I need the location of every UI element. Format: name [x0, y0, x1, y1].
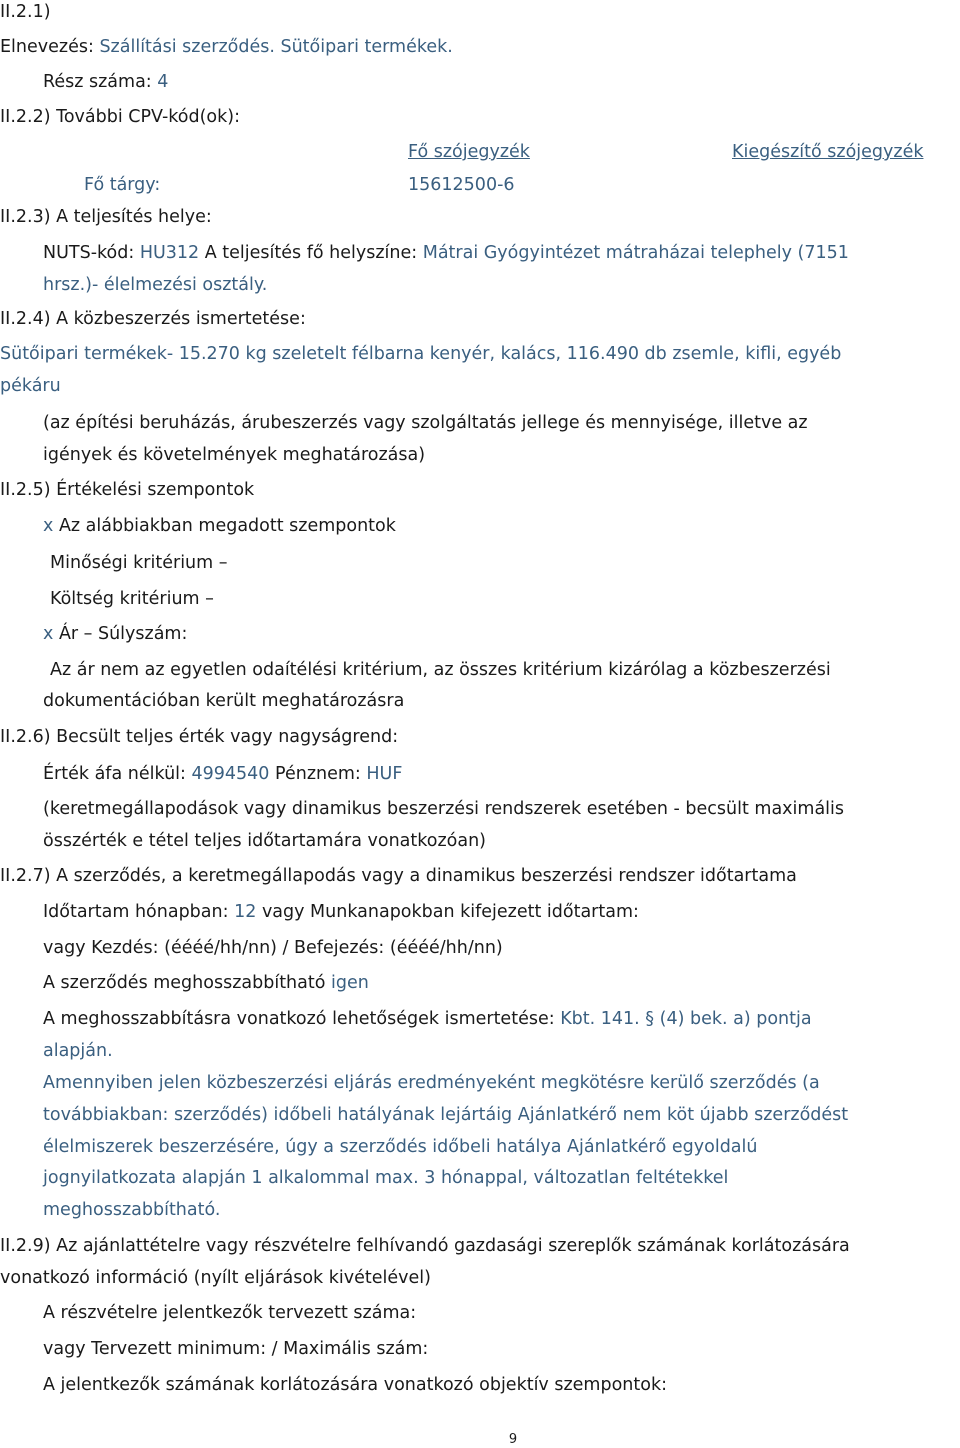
extension-options-line	[43, 1007, 812, 1031]
price-weight-label: Ár – Súlyszám:	[58, 624, 188, 644]
currency-value: HUF	[366, 764, 403, 784]
description-note-line-2: igények és követelmények meghatározása)	[43, 445, 426, 465]
cpv-main-vocabulary-header: Fő szójegyzék	[408, 142, 530, 162]
duration-months: 12	[234, 902, 257, 922]
extension-paragraph-line-2: továbbiakban: szerződés) időbeli hatályának lejártáig Ajánlatkérő nem köt újabb szerződést	[43, 1105, 849, 1125]
section-heading-2-9-line-1: II.2.9) Az ajánlattételre vagy részvételre felhívandó gazdasági szereplők számának korlátozására	[0, 1236, 850, 1256]
planned-candidates-line: A részvételre jelentkezők tervezett száma:	[43, 1303, 417, 1323]
site-label: A teljesítés fő helyszíne:	[204, 243, 418, 263]
description-line-2: pékáru	[0, 376, 61, 396]
extension-label: A szerződés meghosszabbítható	[43, 973, 326, 993]
section-heading-2-2: II.2.2) További CPV-kód(ok):	[0, 107, 241, 127]
nuts-code: HU312	[139, 243, 200, 263]
section-heading-2-4: II.2.4) A közbeszerzés ismertetése:	[0, 309, 306, 329]
title-label: Elnevezés:	[0, 37, 94, 57]
cpv-main-object-code: 15612500-6	[408, 175, 515, 195]
value-line	[43, 762, 402, 786]
duration-workdays-label: vagy Munkanapokban kifejezett időtartam:	[261, 902, 639, 922]
title-value: Szállítási szerződés. Sütőipari termékek.	[99, 37, 453, 57]
page-number: 9	[508, 1432, 518, 1447]
extension-options-label: A meghosszabbításra vonatkozó lehetőségek ismertetése:	[43, 1009, 555, 1029]
part-number-label: Rész száma:	[43, 72, 152, 92]
duration-line	[43, 900, 639, 924]
extension-paragraph-line-3: élelmiszerek beszerzésére, úgy a szerződés időbeli hatálya Ajánlatkérő egyoldalú	[43, 1137, 758, 1157]
nuts-label: NUTS-kód:	[43, 243, 135, 263]
part-number-line	[43, 70, 168, 94]
description-note-line-1: (az építési beruházás, árubeszerzés vagy szolgáltatás jellege és mennyisége, illetve az	[43, 413, 808, 433]
extension-value: igen	[331, 973, 369, 993]
section-heading-2-6: II.2.6) Becsült teljes érték vagy nagyságrend:	[0, 727, 399, 747]
part-number-value: 4	[157, 72, 169, 92]
extension-options-value-2: alapján.	[43, 1041, 113, 1061]
cpv-supplementary-vocabulary-header: Kiegészítő szójegyzék	[732, 142, 924, 162]
extension-paragraph-line-1: Amennyiben jelen közbeszerzési eljárás eredményeként megkötésre kerülő szerződés (a	[43, 1073, 820, 1093]
price-check-mark: x	[43, 624, 54, 644]
min-max-line: vagy Tervezett minimum: / Maximális szám:	[43, 1339, 429, 1359]
title-line	[0, 35, 453, 59]
criteria-check-mark: x	[43, 516, 54, 536]
cost-criterion: Költség kritérium –	[50, 589, 214, 609]
extension-options-value-1: Kbt. 141. § (4) bek. a) pontja	[560, 1009, 812, 1029]
start-end-dates: vagy Kezdés: (éééé/hh/nn) / Befejezés: (éééé/hh/nn)	[43, 938, 503, 958]
objective-criteria-line: A jelentkezők számának korlátozására vonatkozó objektív szempontok:	[43, 1375, 667, 1395]
extension-line	[43, 971, 369, 995]
site-value-line-1: Mátrai Gyógyintézet mátraházai telephely (7151	[422, 243, 849, 263]
criteria-option-label: Az alábbiakban megadott szempontok	[58, 516, 396, 536]
section-heading-2-1: II.2.1)	[0, 2, 51, 22]
currency-label: Pénznem:	[275, 764, 361, 784]
nuts-line	[43, 241, 849, 265]
value-note-line-1: (keretmegállapodások vagy dinamikus beszerzési rendszerek esetében - becsült maximális	[43, 799, 845, 819]
criteria-note-line-2: dokumentációban került meghatározásra	[43, 691, 405, 711]
extension-paragraph-line-5: meghosszabbítható.	[43, 1200, 221, 1220]
criteria-note-line-1: Az ár nem az egyetlen odaítélési kritérium, az összes kritérium kizárólag a közbeszerzési	[50, 660, 831, 680]
section-heading-2-3: II.2.3) A teljesítés helye:	[0, 207, 212, 227]
section-heading-2-5: II.2.5) Értékelési szempontok	[0, 480, 255, 500]
cpv-main-object-label: Fő tárgy:	[84, 175, 161, 195]
extension-paragraph-line-4: jognyilatkozata alapján 1 alkalommal max. 3 hónappal, változatlan feltétekkel	[43, 1168, 729, 1188]
price-criterion-line	[43, 622, 187, 646]
duration-label: Időtartam hónapban:	[43, 902, 229, 922]
section-heading-2-9-line-2: vonatkozó információ (nyílt eljárások kivételével)	[0, 1268, 431, 1288]
site-value-line-2: hrsz.)- élelmezési osztály.	[43, 275, 268, 295]
quality-criterion: Minőségi kritérium –	[50, 553, 228, 573]
section-heading-2-7: II.2.7) A szerződés, a keretmegállapodás vagy a dinamikus beszerzési rendszer időtartama	[0, 866, 797, 886]
value-label: Érték áfa nélkül:	[43, 764, 186, 784]
value-note-line-2: összérték e tétel teljes időtartamára vonatkozóan)	[43, 831, 487, 851]
criteria-option-line	[43, 514, 396, 538]
description-line-1: Sütőipari termékek- 15.270 kg szeletelt félbarna kenyér, kalács, 116.490 db zsemle, kifli, egyéb	[0, 344, 842, 364]
value-amount: 4994540	[191, 764, 270, 784]
